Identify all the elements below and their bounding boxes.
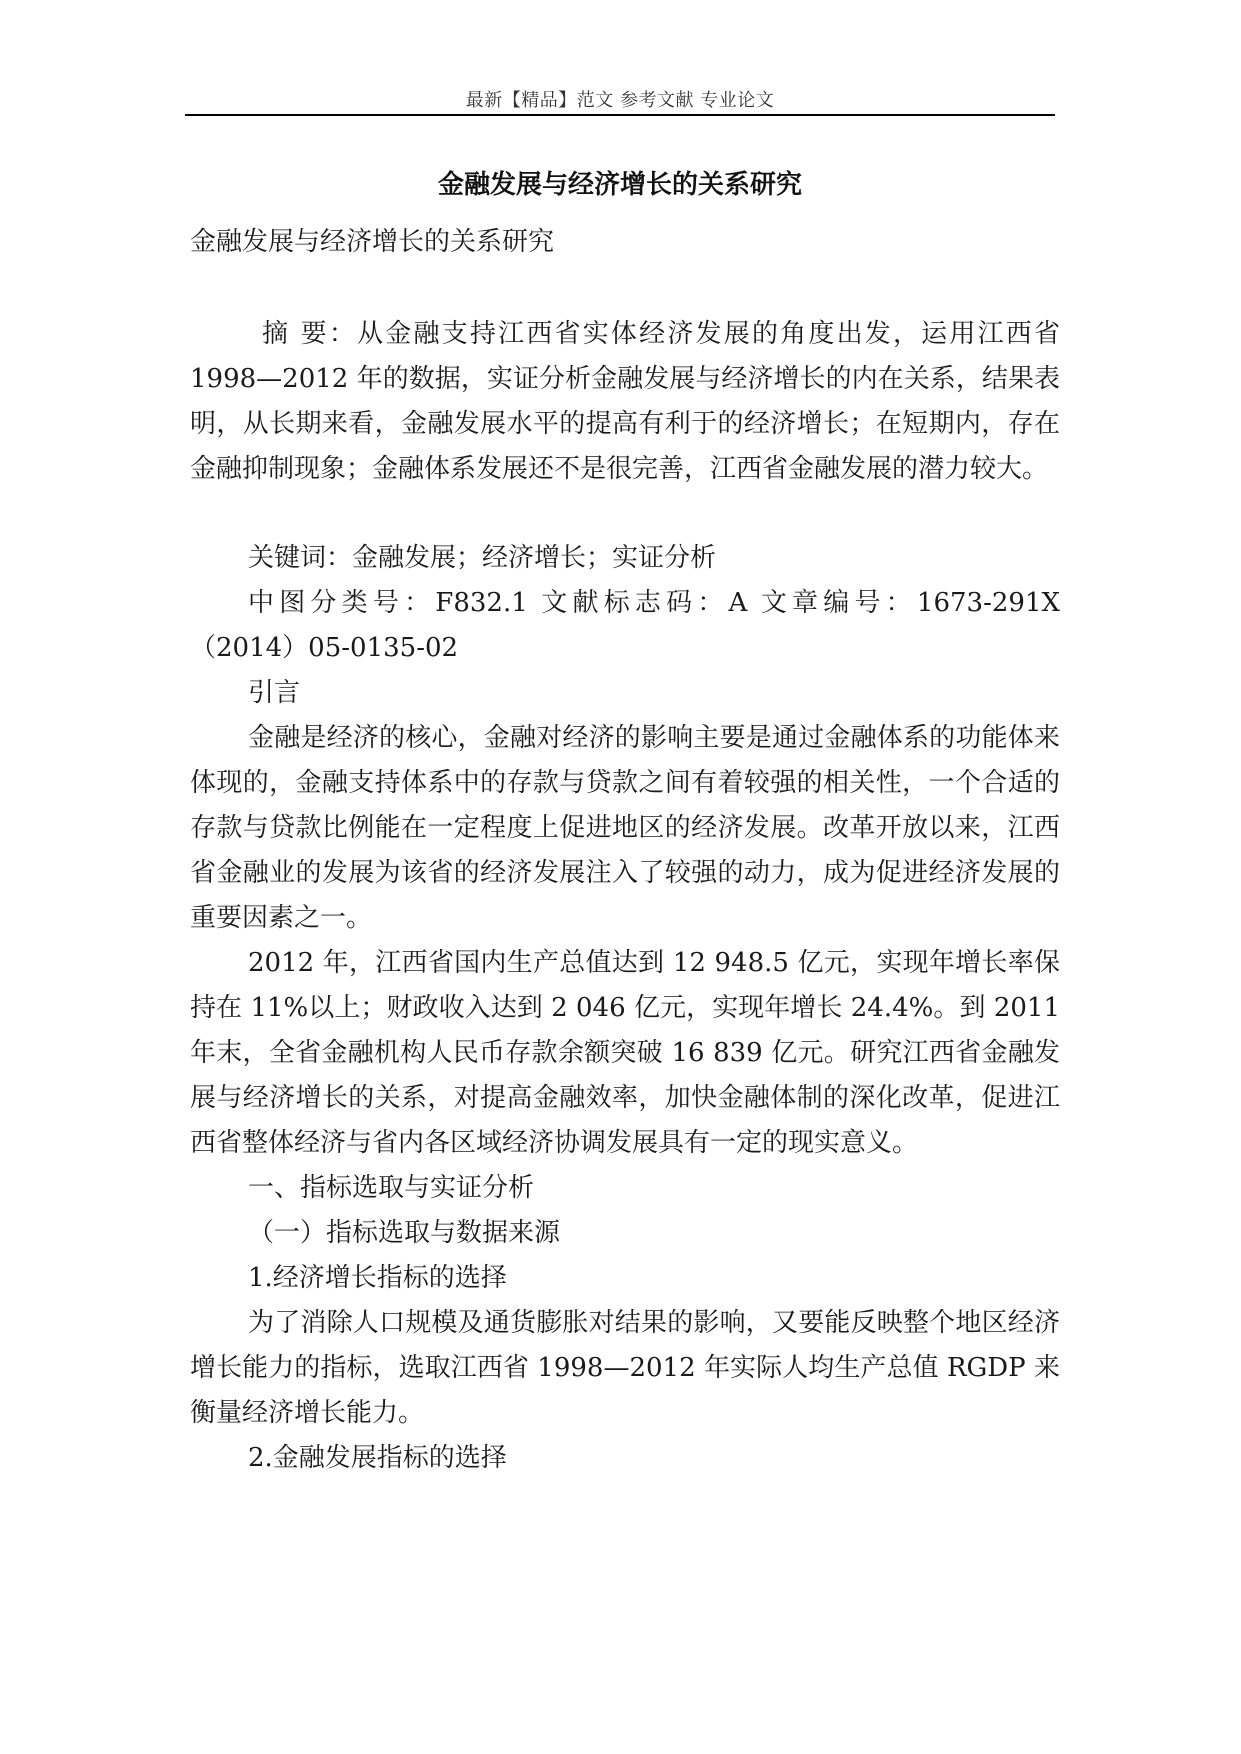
abstract-paragraph: 摘 要：从金融支持江西省实体经济发展的角度出发，运用江西省 1998—2012 年的数据，实证分析金融发展与经济增长的内在关系，结果表明，从长期来看，金融发展水平的提高有利于的经济增长；在短期内，存在金融抑制现象；金融体系发展还不是很完善，江西省金融发展的潜力较大。 [190, 319, 1060, 484]
item-2-heading: 2.金融发展指标的选择 [248, 1443, 507, 1473]
document-title: 金融发展与经济增长的关系研究 [437, 170, 802, 200]
page-header: 最新【精品】范文 参考文献 专业论文 [465, 90, 775, 111]
document-body [190, 220, 1060, 1481]
intro-heading: 引言 [248, 678, 301, 708]
intro-paragraph-1: 金融是经济的核心，金融对经济的影响主要是通过金融体系的功能体来体现的，金融支持体系中的存款与贷款之间有着较强的相关性，一个合适的存款与贷款比例能在一定程度上促进地区的经济发展。改革开放以来，江西省金融业的发展为该省的经济发展注入了较强的动力，成为促进经济发展的重要因素之一。 [190, 723, 1060, 933]
classification-line: 中图分类号：F832.1 文献标志码：A 文章编号：1673-291X（2014）05-0135-02 [190, 588, 1060, 663]
item-1-heading: 1.经济增长指标的选择 [248, 1263, 507, 1293]
document-subtitle: 金融发展与经济增长的关系研究 [190, 227, 555, 257]
section-1-heading: 一、指标选取与实证分析 [248, 1173, 535, 1203]
header-divider [185, 114, 1055, 116]
keywords-line: 关键词：金融发展；经济增长；实证分析 [248, 543, 717, 573]
item-1-paragraph: 为了消除人口规模及通货膨胀对结果的影响，又要能反映整个地区经济增长能力的指标，选取江西省 1998—2012 年实际人均生产总值 RGDP 来衡量经济增长能力。 [190, 1308, 1060, 1428]
section-1-subheading: （一）指标选取与数据来源 [248, 1218, 561, 1248]
intro-paragraph-2: 2012 年，江西省国内生产总值达到 12 948.5 亿元，实现年增长率保持在 11%以上；财政收入达到 2 046 亿元，实现年增长 24.4%。到 2011 年末，全省金融机构人民币存款余额突破 16 839 亿元。研究江西省金融发展与经济增长的关系，对提高金融效率，加快金融体制的深化改革，促进江西省整体经济与省内各区域经济协调发展具有一定的现实意义。 [190, 948, 1060, 1158]
